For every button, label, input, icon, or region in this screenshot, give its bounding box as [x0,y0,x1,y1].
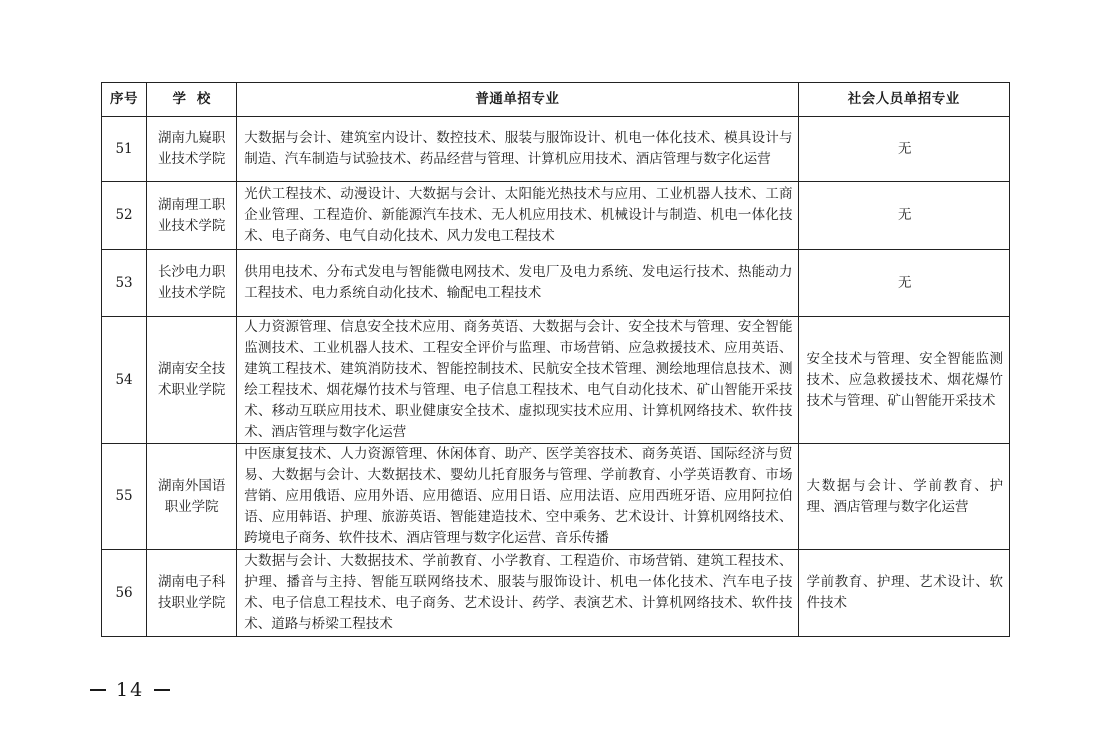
row-school: 湖南理工职业技术学院 [147,182,237,250]
table-header-row [102,83,1010,117]
page-number: 14 [116,679,145,701]
header-school: 学 校 [147,83,237,117]
row-normal-majors: 光伏工程技术、动漫设计、大数据与会计、太阳能光热技术与应用、工业机器人技术、工商企业管理、工程造价、新能源汽车技术、无人机应用技术、机械设计与制造、机电一体化技术、电子商务、电气自动化技术、风力发电工程技术 [237,182,798,250]
table-row [102,117,1010,182]
row-normal-majors: 大数据与会计、建筑室内设计、数控技术、服装与服饰设计、机电一体化技术、模具设计与制造、汽车制造与试验技术、药品经营与管理、计算机应用技术、酒店管理与数字化运营 [237,117,798,182]
header-social-majors: 社会人员单招专业 [798,83,1009,117]
dash-left [90,689,106,691]
page-number-footer [90,679,170,701]
header-index: 序号 [102,83,147,117]
row-school: 湖南外国语职业学院 [147,444,237,550]
row-index: 52 [102,182,147,250]
row-normal-majors: 人力资源管理、信息安全技术应用、商务英语、大数据与会计、安全技术与管理、安全智能监测技术、工业机器人技术、工程安全评价与监理、市场营销、应急救援技术、应用英语、建筑工程技术、建筑消防技术、智能控制技术、民航安全技术管理、测绘地理信息技术、测绘工程技术、烟花爆竹技术与管理、电子信息工程技术、电气自动化技术、矿山智能开采技术、移动互联应用技术、职业健康安全技术、虚拟现实技术应用、计算机网络技术、软件技术、酒店管理与数字化运营 [237,317,798,444]
row-school: 湖南安全技术职业学院 [147,317,237,444]
row-index: 56 [102,550,147,637]
row-school: 湖南九嶷职业技术学院 [147,117,237,182]
table-row [102,317,1010,444]
row-normal-majors: 大数据与会计、大数据技术、学前教育、小学教育、工程造价、市场营销、建筑工程技术、护理、播音与主持、智能互联网络技术、服装与服饰设计、机电一体化技术、汽车电子技术、电子信息工程技术、电子商务、艺术设计、药学、表演艺术、计算机网络技术、软件技术、道路与桥梁工程技术 [237,550,798,637]
row-school: 长沙电力职业技术学院 [147,250,237,317]
row-social-majors: 安全技术与管理、安全智能监测技术、应急救援技术、烟花爆竹技术与管理、矿山智能开采技术 [798,317,1009,444]
table-row [102,182,1010,250]
header-normal-majors: 普通单招专业 [237,83,798,117]
row-social-majors: 学前教育、护理、艺术设计、软件技术 [798,550,1009,637]
table-row [102,250,1010,317]
table-row [102,550,1010,637]
row-social-majors: 无 [798,250,1009,317]
dash-right [154,689,170,691]
row-school: 湖南电子科技职业学院 [147,550,237,637]
row-index: 54 [102,317,147,444]
majors-table [101,82,1010,637]
row-index: 55 [102,444,147,550]
row-social-majors: 无 [798,117,1009,182]
table-row [102,444,1010,550]
row-normal-majors: 中医康复技术、人力资源管理、休闲体育、助产、医学美容技术、商务英语、国际经济与贸易、大数据与会计、大数据技术、婴幼儿托育服务与管理、学前教育、小学英语教育、市场营销、应用俄语、应用外语、应用德语、应用日语、应用法语、应用西班牙语、应用阿拉伯语、应用韩语、护理、旅游英语、智能建造技术、空中乘务、艺术设计、计算机网络技术、跨境电子商务、软件技术、酒店管理与数字化运营、音乐传播 [237,444,798,550]
row-social-majors: 大数据与会计、学前教育、护理、酒店管理与数字化运营 [798,444,1009,550]
row-index: 53 [102,250,147,317]
row-social-majors: 无 [798,182,1009,250]
row-normal-majors: 供用电技术、分布式发电与智能微电网技术、发电厂及电力系统、发电运行技术、热能动力工程技术、电力系统自动化技术、输配电工程技术 [237,250,798,317]
row-index: 51 [102,117,147,182]
